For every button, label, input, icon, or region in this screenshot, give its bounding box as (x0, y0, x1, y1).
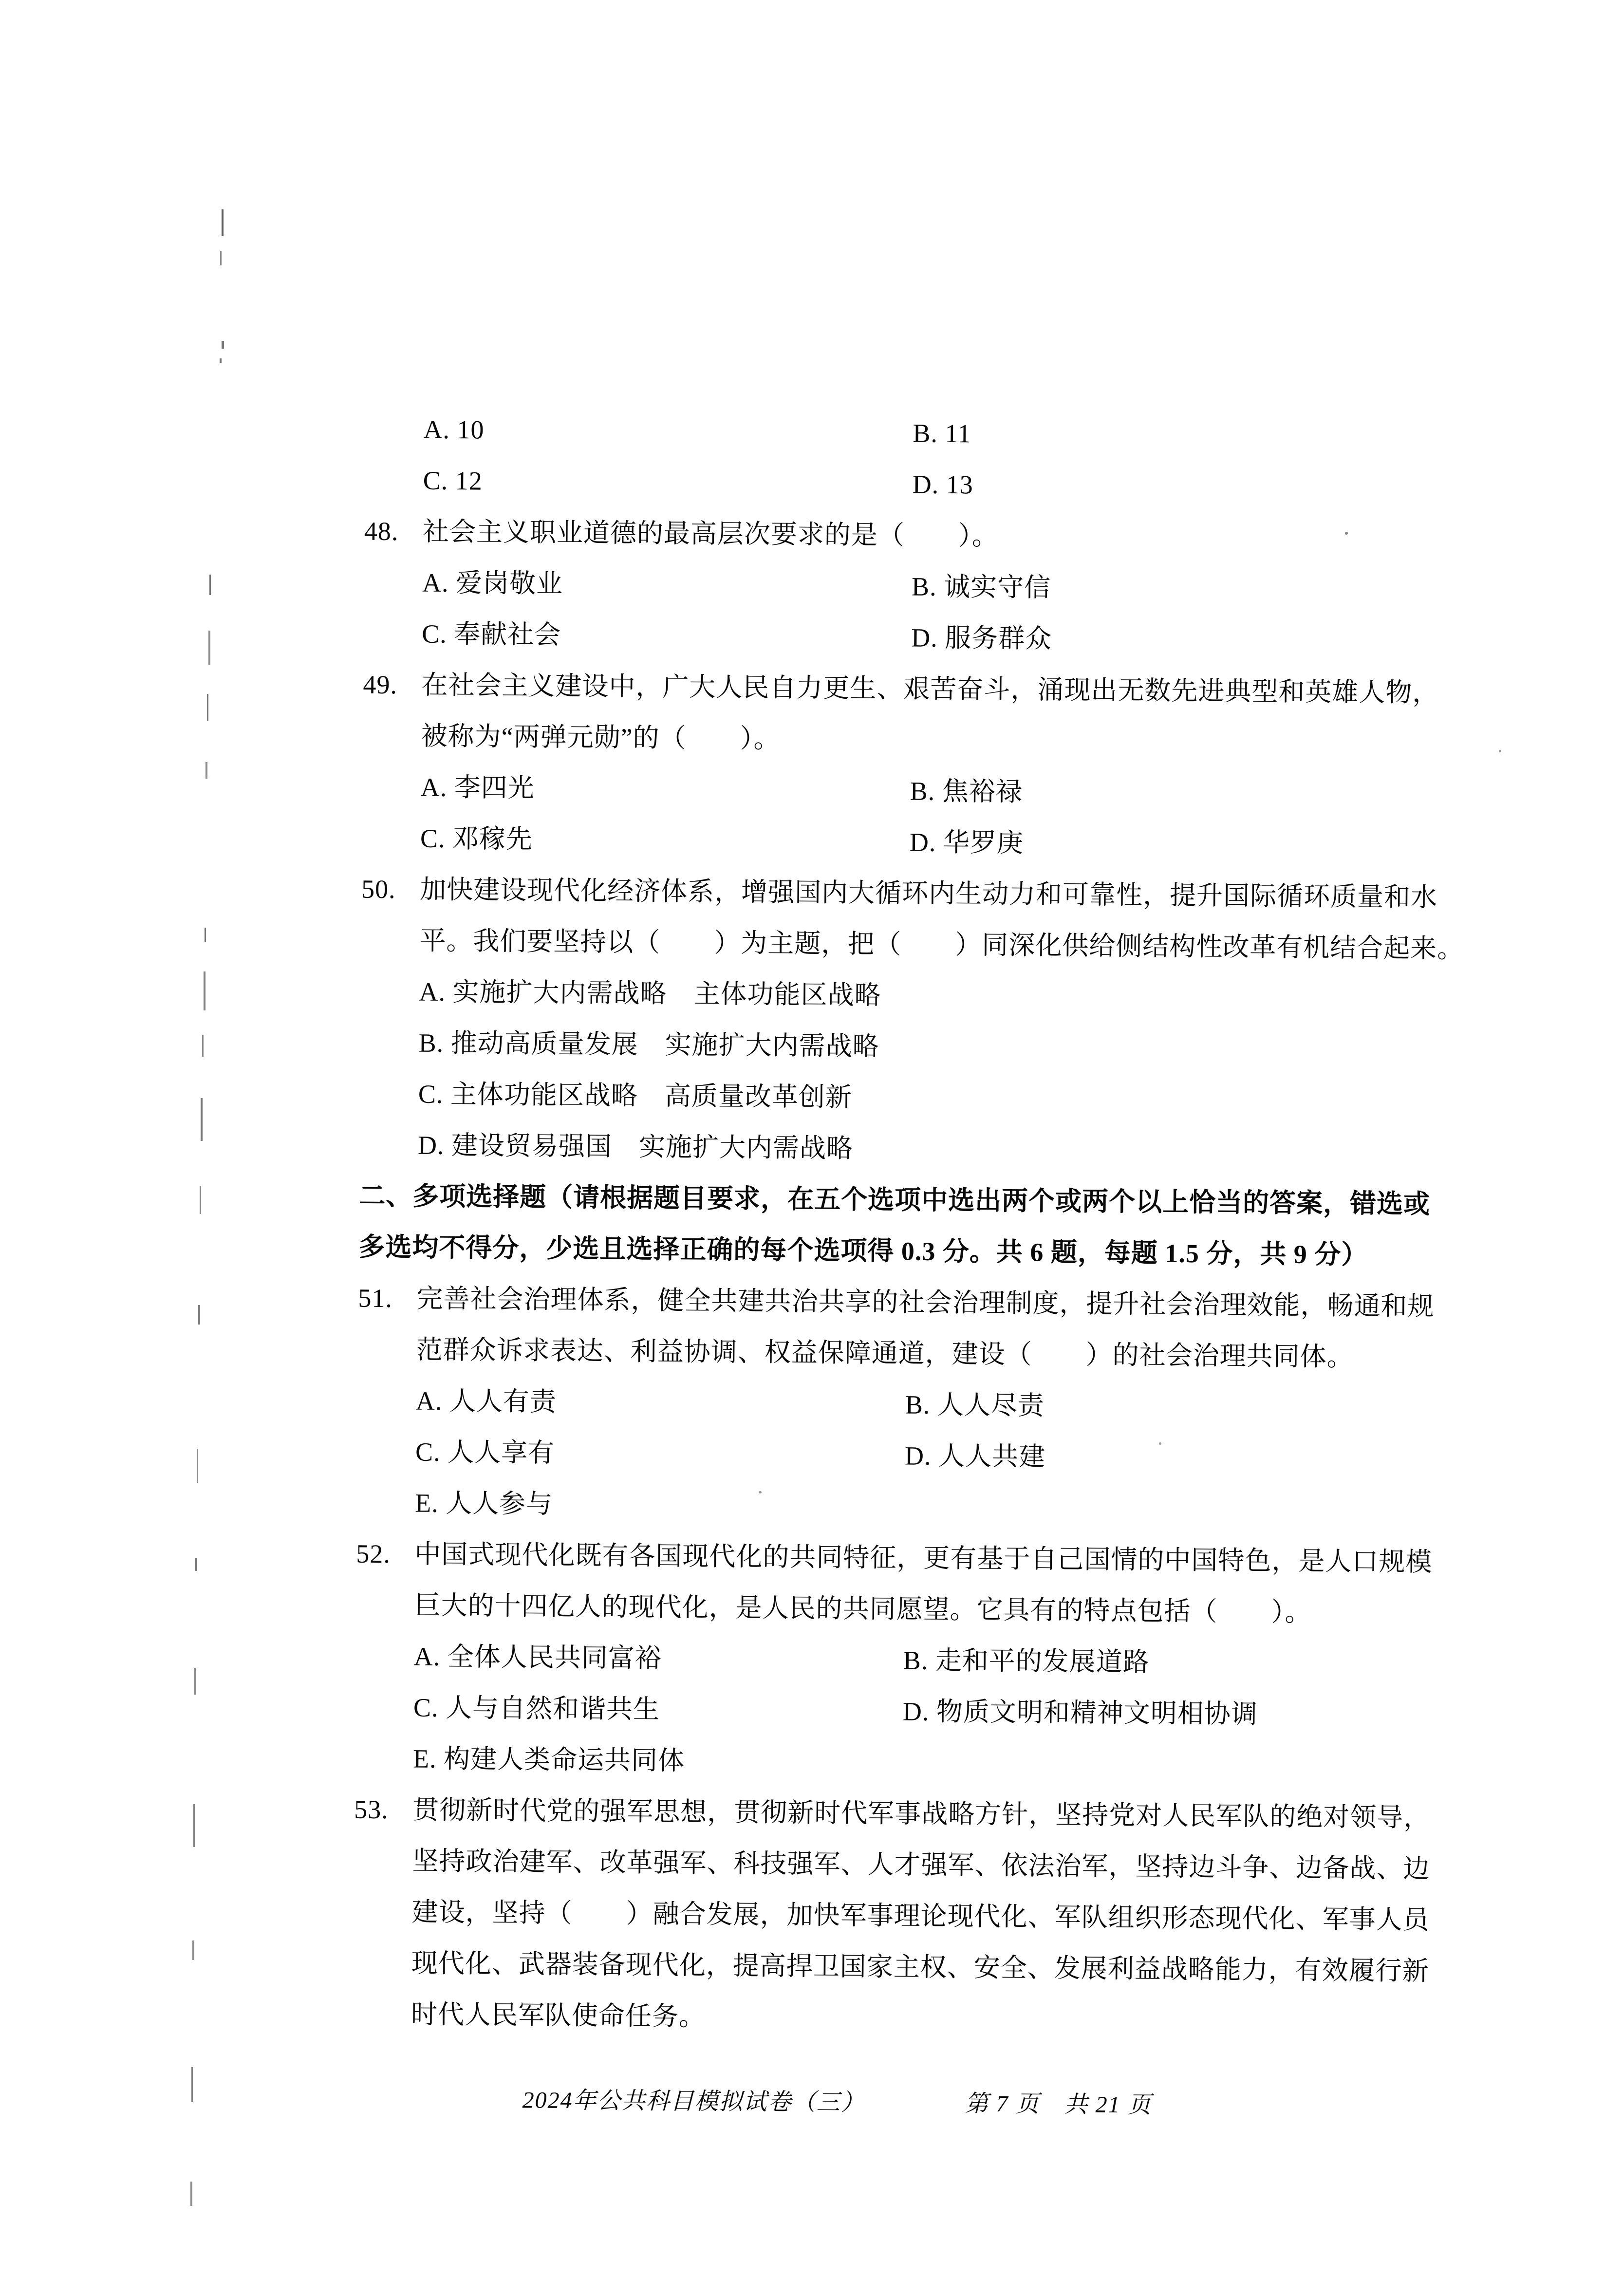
scan-artifact (208, 631, 210, 665)
question-53-stem-line-5 (353, 1988, 1488, 2048)
scan-artifact (197, 1449, 198, 1483)
scan-artifact (192, 1941, 194, 1960)
question-52-text-line-2: 巨大的十四亿人的现代化，是人民的共同愿望。它具有的特点包括（ ）。 (414, 1590, 1312, 1627)
section-2-heading-line-1 (359, 1170, 1494, 1230)
question-50-text-line-1: 加快建设现代化经济体系，增强国内大循环内生动力和可靠性，提升国际循环质量和水 (419, 875, 1438, 912)
question-50-stem-line-2 (361, 915, 1496, 974)
question-51-stem-line-2 (357, 1324, 1492, 1383)
exam-content (352, 403, 1500, 2125)
question-50-option-b: B. 推动高质量发展 实施扩大内需战略 (418, 1028, 879, 1061)
question-52-option-a: A. 全体人民共同富裕 (413, 1642, 662, 1673)
question-51-option-a: A. 人人有责 (415, 1386, 557, 1417)
scan-artifact (191, 2067, 193, 2102)
question-49-stem-line-1 (363, 659, 1498, 719)
question-52-option-e: E. 构建人类命运共同体 (412, 1744, 685, 1775)
scan-artifact (202, 1035, 204, 1057)
footer-title: 2024年公共科目模拟试卷（三） (522, 2087, 865, 2116)
scan-artifact (190, 2182, 192, 2206)
scan-artifact (200, 1186, 201, 1214)
question-49-stem-line-2 (362, 710, 1497, 770)
section-2-heading-text-1: 二、多项选择题（请根据题目要求，在五个选项中选出两个或两个以上恰当的答案，错选或 (358, 1181, 1431, 1219)
question-50-option-a-row (360, 966, 1495, 1026)
question-49-option-b: B. 焦裕禄 (910, 776, 1023, 806)
section-2-heading-text-2: 多选均不得分，少选且选择正确的每个选项得 0.3 分。共 6 题，每题 1.5 分，共 9 分） (358, 1232, 1368, 1269)
question-51-text-line-1: 完善社会治理体系，健全共建共治共享的社会治理制度，提升社会治理效能，畅通和规 (416, 1284, 1435, 1321)
section-2-heading-line-2 (358, 1221, 1493, 1281)
question-53-text-line-1: 贯彻新时代党的强军思想，贯彻新时代军事战略方针，坚持党对人民军队的绝对领导， (412, 1795, 1431, 1832)
question-52-options-row-2 (355, 1681, 1490, 1741)
question-51-options-row-1 (357, 1375, 1492, 1435)
question-51-option-e: E. 人人参与 (415, 1488, 553, 1519)
scan-artifact (195, 1558, 197, 1571)
scan-artifact (201, 1098, 203, 1141)
question-53-text-line-3: 建设，坚持（ ）融合发展，加快军事理论现代化、军队组织形态现代化、军事人员 (411, 1897, 1430, 1935)
scan-speck (1499, 750, 1501, 752)
question-49-text-line-1: 在社会主义建设中，广大人民自力更生、艰苦奋斗，涌现出无数先进典型和英雄人物， (421, 670, 1439, 708)
question-51-number: 51. (358, 1283, 393, 1313)
question-50-option-c: C. 主体功能区战略 高质量改革创新 (418, 1079, 853, 1112)
question-51-option-b: B. 人人尽责 (905, 1389, 1045, 1420)
question-49-option-c: C. 邓稼先 (420, 823, 533, 854)
question-49-text-line-2: 被称为“两弹元勋”的（ ）。 (421, 721, 781, 753)
scan-artifact (220, 358, 222, 363)
question-50-text-line-2: 平。我们要坚持以（ ）为主题，把（ ）同深化供给侧结构性改革有机结合起来。 (419, 926, 1464, 963)
question-50-option-b-row (360, 1017, 1495, 1077)
question-52-options-row-1 (355, 1630, 1490, 1690)
question-49-option-a: A. 李四光 (420, 772, 535, 803)
question-53-text-line-5: 时代人民军队使命任务。 (410, 1999, 706, 2031)
question-51-option-c: C. 人人享有 (415, 1437, 555, 1468)
question-51-option-e-row (356, 1477, 1492, 1537)
question-50-option-d: D. 建设贸易强国 实施扩大内需战略 (417, 1130, 854, 1163)
question-48-option-d: D. 服务群众 (911, 623, 1052, 653)
question-52-option-b: B. 走和平的发展道路 (903, 1645, 1150, 1677)
question-52-stem-line-2 (355, 1579, 1491, 1639)
scan-artifact (207, 694, 208, 721)
question-50-option-d-row (359, 1119, 1494, 1179)
question-52-option-e-row (354, 1733, 1490, 1792)
scan-artifact (209, 575, 211, 595)
question-48-option-a: A. 爱岗敬业 (422, 568, 563, 598)
question-48-option-c: C. 奉献社会 (422, 619, 561, 650)
question-47-option-d: D. 13 (912, 469, 973, 499)
scan-artifact (222, 209, 224, 236)
question-48-stem (364, 505, 1499, 565)
question-53-text-line-4: 现代化、武器装备现代化，提高捍卫国家主权、安全、发展利益战略能力，有效履行新 (411, 1948, 1430, 1986)
question-51-options-row-2 (357, 1426, 1492, 1486)
scan-artifact (205, 762, 207, 779)
question-53-stem-line-3 (353, 1886, 1488, 1946)
question-48-options-row-1 (364, 557, 1499, 616)
scan-artifact (204, 971, 205, 1010)
question-48-options-row-2 (363, 608, 1498, 668)
question-52-number: 52. (356, 1539, 391, 1568)
footer-page-indicator: 第 7 页 共 21 页 (965, 2091, 1152, 2118)
question-51-stem-line-1 (358, 1272, 1493, 1332)
question-52-option-c: C. 人与自然和谐共生 (413, 1693, 660, 1724)
question-47-options-row-1 (365, 403, 1500, 463)
question-47-option-c: C. 12 (423, 466, 483, 496)
page-footer (352, 2082, 1486, 2125)
scan-artifact (205, 928, 206, 942)
question-49-options-row-1 (362, 761, 1497, 821)
question-52-option-d: D. 物质文明和精神文明相协调 (902, 1696, 1258, 1729)
question-47-option-a: A. 10 (423, 414, 485, 445)
question-50-option-c-row (359, 1068, 1494, 1128)
question-48-number: 48. (364, 516, 399, 546)
question-49-options-row-2 (362, 812, 1497, 872)
question-53-stem-line-1 (354, 1784, 1489, 1844)
question-53-stem-line-2 (354, 1835, 1489, 1895)
question-52-text-line-1: 中国式现代化既有各国现代化的共同特征，更有基于自己国情的中国特色，是人口规模 (414, 1539, 1433, 1577)
question-50-stem-line-1 (361, 863, 1496, 923)
scan-artifact (198, 1305, 200, 1325)
question-51-option-d: D. 人人共建 (904, 1440, 1046, 1472)
question-48-text: 社会主义职业道德的最高层次要求的是（ ）。 (422, 517, 999, 551)
question-53-number: 53. (354, 1794, 389, 1824)
question-50-number: 50. (361, 874, 396, 904)
scan-artifact (222, 341, 224, 349)
question-48-option-b: B. 诚实守信 (911, 572, 1051, 602)
scan-artifact (220, 251, 222, 265)
question-52-stem-line-1 (356, 1528, 1491, 1588)
question-47-options-row-2 (364, 454, 1499, 514)
question-49-option-d: D. 华罗庚 (909, 827, 1024, 858)
question-53-stem-line-4 (353, 1937, 1488, 1997)
scan-artifact (194, 1668, 196, 1695)
scan-artifact (193, 1804, 195, 1847)
question-49-number: 49. (363, 670, 398, 699)
question-51-text-line-2: 范群众诉求表达、利益协调、权益保障通道，建设（ ）的社会治理共同体。 (416, 1335, 1354, 1372)
question-53-text-line-2: 坚持政治建军、改革强军、科技强军、人才强军、依法治军，坚持边斗争、边备战、边 (412, 1846, 1430, 1884)
question-50-option-a: A. 实施扩大内需战略 主体功能区战略 (419, 977, 881, 1010)
question-47-option-b: B. 11 (913, 418, 971, 448)
